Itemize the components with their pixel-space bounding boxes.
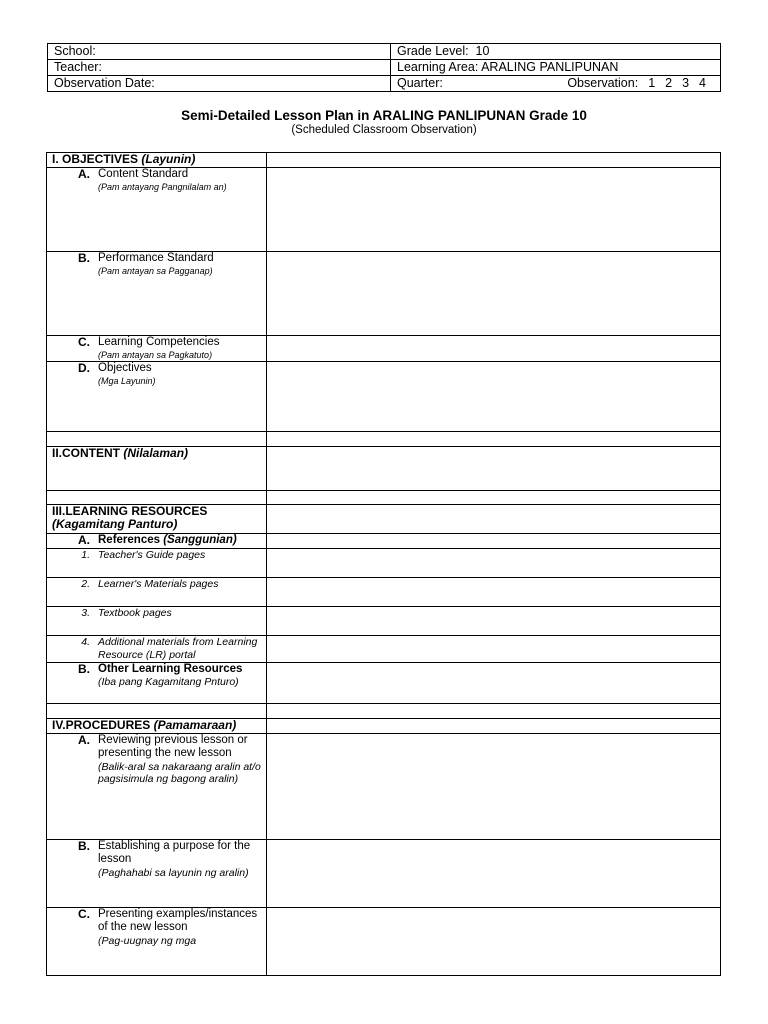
other-resources-value[interactable]	[267, 662, 721, 703]
quarter-label: Quarter:	[397, 76, 443, 90]
procedures-heading: IV.PROCEDURES (Pamamaraan)	[47, 718, 267, 733]
learning-competencies-value[interactable]	[267, 336, 721, 362]
reviewing-lesson-row: A. Reviewing previous lesson or presenting the new lesson (Balik-aral sa nakaraang aralin at/o pagsisimula ng bagong aralin)	[47, 733, 267, 839]
objectives-d-tl: (Mga Layunin)	[98, 375, 156, 386]
references-label: References	[98, 534, 161, 546]
teachers-guide-label: Teacher's Guide pages	[98, 548, 206, 561]
references-tl: (Sanggunian)	[163, 534, 237, 546]
establishing-purpose-row: B. Establishing a purpose for the lesson (Paghahabi sa layunin ng aralin)	[47, 839, 267, 907]
content-standard-label: Content Standard	[98, 168, 189, 180]
spacer-row	[47, 432, 267, 447]
other-resources-tl: (Iba pang Kagamitang Pnturo)	[98, 676, 239, 688]
lesson-plan-table	[46, 152, 721, 976]
grade-level-cell	[391, 44, 721, 60]
header-info-table	[47, 43, 721, 92]
presenting-examples-label: Presenting examples/instances of the new lesson	[98, 907, 258, 933]
learning-area-label: Learning Area: ARALING PANLIPUNAN	[397, 60, 619, 74]
grade-level-label: Grade Level:	[397, 44, 469, 58]
presenting-examples-tl: (Pag-uugnay ng mga	[98, 934, 197, 947]
learners-materials-label: Learner's Materials pages	[98, 577, 219, 590]
quarter-cell	[391, 76, 721, 92]
observation-date-label: Observation Date:	[54, 76, 155, 90]
objectives-d-label: Objectives	[98, 362, 152, 374]
textbook-pages-label: Textbook pages	[98, 606, 172, 619]
observation-option-3: 3	[682, 76, 690, 90]
performance-standard-value[interactable]	[267, 252, 721, 336]
document-subtitle: (Scheduled Classroom Observation)	[291, 124, 477, 136]
teachers-guide-value[interactable]	[267, 548, 721, 577]
observation-option-1: 1	[648, 76, 656, 90]
establishing-purpose-label: Establishing a purpose for the lesson	[98, 839, 251, 865]
spacer-row	[47, 491, 267, 505]
objectives-heading-value	[267, 153, 721, 168]
objectives-heading: I. OBJECTIVES (Layunin)	[47, 153, 267, 168]
additional-materials-value[interactable]	[267, 635, 721, 662]
performance-standard-row: B. Performance Standard (Pam antayan sa Pagganap)	[47, 252, 267, 336]
learning-resources-value	[267, 505, 721, 534]
school-cell	[48, 44, 391, 60]
reviewing-lesson-value[interactable]	[267, 733, 721, 839]
additional-materials-row: 4. Additional materials from Learning Resource (LR) portal	[47, 635, 267, 662]
performance-standard-label: Performance Standard	[98, 252, 214, 264]
observation-label: Observation:	[567, 76, 639, 90]
performance-standard-tl: (Pam antayan sa Pagganap)	[98, 265, 213, 276]
content-standard-tl: (Pam antayang Pangnilalam an)	[98, 181, 227, 192]
content-standard-value[interactable]	[267, 168, 721, 252]
content-standard-row: A. Content Standard (Pam antayang Pangnilalam an)	[47, 168, 267, 252]
spacer-row	[47, 703, 267, 718]
establishing-purpose-tl: (Paghahabi sa layunin ng aralin)	[98, 866, 249, 879]
observation-group	[567, 76, 706, 91]
teachers-guide-row: 1. Teacher's Guide pages	[47, 548, 267, 577]
presenting-examples-value[interactable]	[267, 907, 721, 975]
objectives-d-row: D. Objectives (Mga Layunin)	[47, 362, 267, 432]
content-value[interactable]	[267, 447, 721, 491]
observation-option-4: 4	[699, 76, 706, 90]
procedures-heading-value	[267, 718, 721, 733]
references-value[interactable]	[267, 534, 721, 549]
reviewing-lesson-tl: (Balik-aral sa nakaraang aralin at/o pagsisimula ng bagong aralin)	[98, 760, 261, 785]
grade-level-value: 10	[475, 44, 490, 58]
learning-competencies-row: C. Learning Competencies (Pam antayan sa Pagkatuto)	[47, 336, 267, 362]
learners-materials-value[interactable]	[267, 577, 721, 606]
spacer-row	[267, 491, 721, 505]
document-title: Semi-Detailed Lesson Plan in ARALING PANLIPUNAN Grade 10	[181, 108, 587, 123]
textbook-pages-row: 3. Textbook pages	[47, 606, 267, 635]
observation-date-cell	[48, 76, 391, 92]
objectives-d-value[interactable]	[267, 362, 721, 432]
spacer-row	[267, 432, 721, 447]
learners-materials-row: 2. Learner's Materials pages	[47, 577, 267, 606]
teacher-cell	[48, 60, 391, 76]
learning-resources-heading: III.LEARNING RESOURCES (Kagamitang Panturo)	[47, 505, 267, 534]
observation-option-2: 2	[665, 76, 673, 90]
presenting-examples-row: C. Presenting examples/instances of the new lesson (Pag-uugnay ng mga	[47, 907, 267, 975]
spacer-row	[267, 703, 721, 718]
textbook-pages-value[interactable]	[267, 606, 721, 635]
school-label: School:	[54, 44, 96, 58]
additional-materials-label: Additional materials from Learning Resource (LR) portal	[98, 635, 258, 661]
reviewing-lesson-label: Reviewing previous lesson or presenting the new lesson	[98, 733, 248, 759]
references-row: A. References (Sanggunian)	[47, 534, 267, 549]
other-resources-label: Other Learning Resources	[98, 662, 243, 675]
establishing-purpose-value[interactable]	[267, 839, 721, 907]
learning-competencies-tl: (Pam antayan sa Pagkatuto)	[98, 349, 213, 360]
content-heading: II.CONTENT (Nilalaman)	[47, 447, 267, 491]
other-resources-row: B. Other Learning Resources (Iba pang Kagamitang Pnturo)	[47, 662, 267, 703]
learning-competencies-label: Learning Competencies	[98, 336, 220, 348]
learning-area-cell	[391, 60, 721, 76]
teacher-label: Teacher:	[54, 60, 102, 74]
